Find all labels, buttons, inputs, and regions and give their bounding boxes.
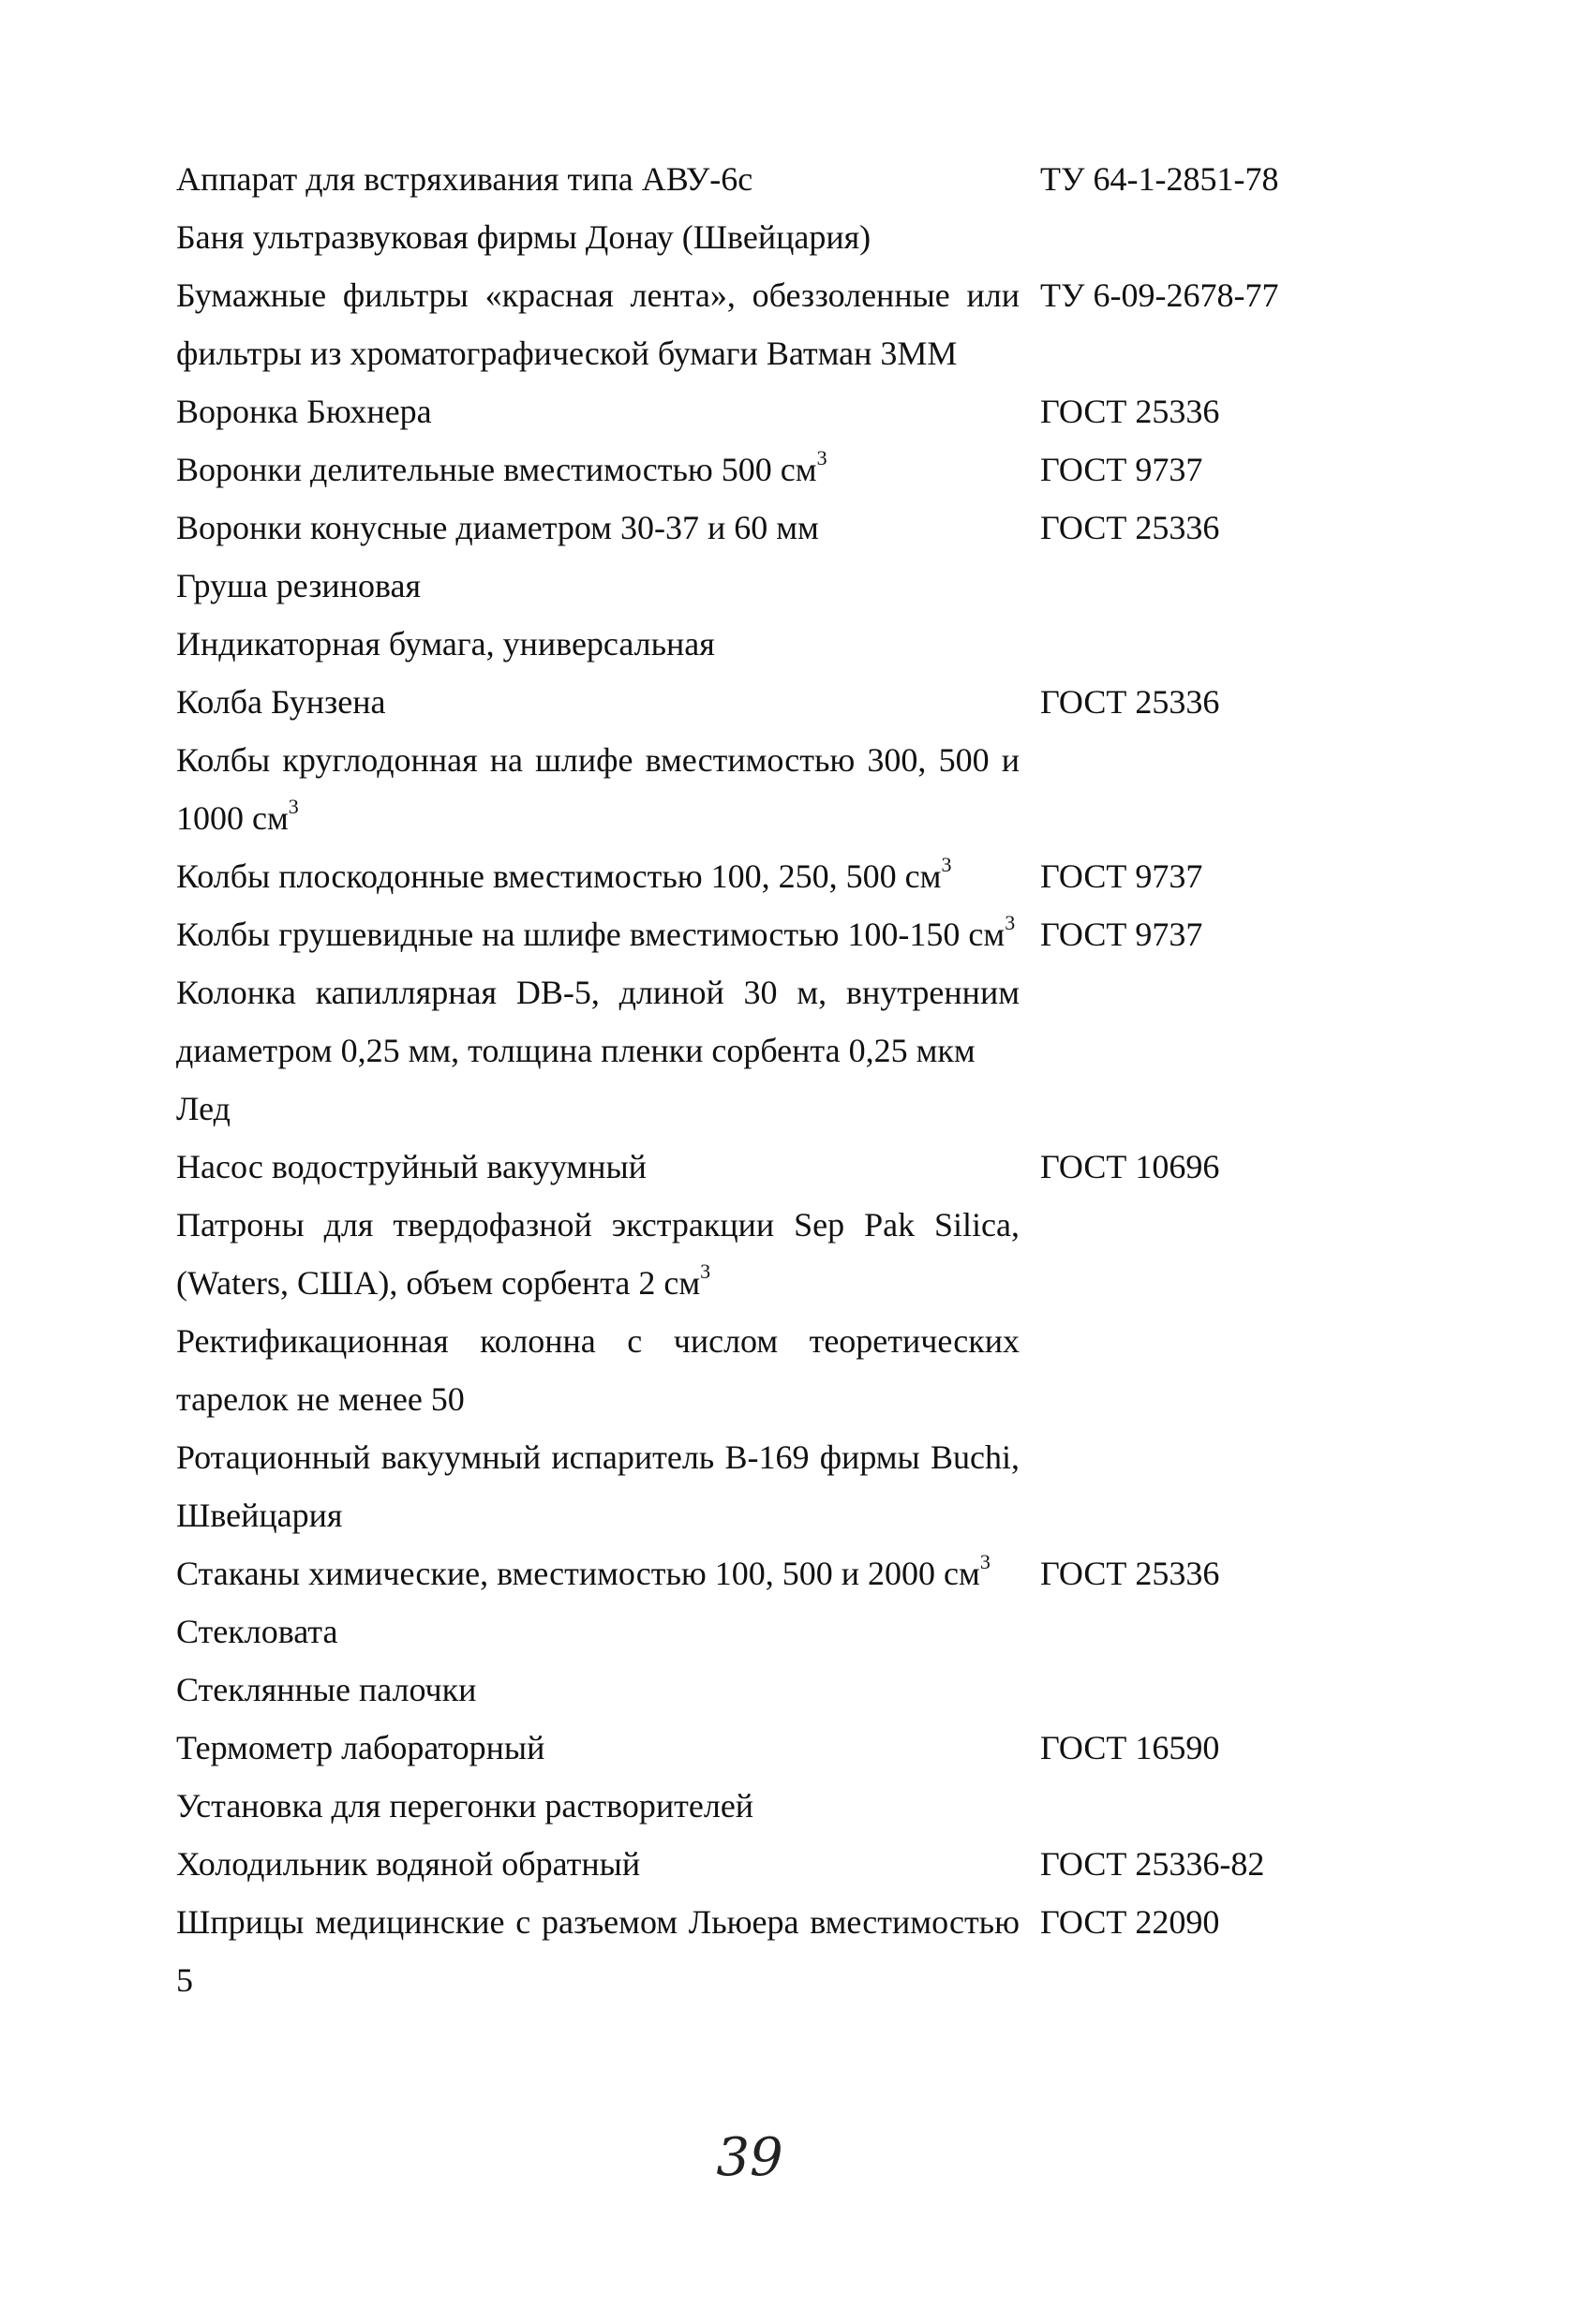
equipment-list — [176, 150, 1301, 2009]
item-name: Воронки конусные диаметром 30-37 и 60 мм — [176, 509, 819, 546]
item-name: Бумажные фильтры «красная лента», обеззоленные или фильтры из хроматографической бумаги Ватман 3ММ — [176, 276, 1020, 372]
item-name: Ректификационная колонна с числом теоретических тарелок не менее 50 — [176, 1322, 1020, 1418]
list-item — [176, 440, 1301, 499]
list-item — [176, 1719, 1301, 1777]
item-name: Колбы грушевидные на шлифе вместимостью 100-150 $см^3$ — [176, 911, 1016, 953]
item-name: Аппарат для встряхивания типа АВУ-6с — [176, 160, 753, 198]
item-name: Колбы круглодонная на шлифе вместимостью 300, 500 и 1000 $см^3$ — [176, 741, 1020, 837]
item-standard: ГОСТ 9737 — [1040, 916, 1203, 953]
item-name: Холодильник водяной обратный — [176, 1845, 641, 1883]
item-name: Насос водоструйный вакуумный — [176, 1148, 647, 1185]
item-name: Колонка капиллярная DB-5, длиной 30 м, внутренним диаметром 0,25 мм, толщина пленки сорбента 0,25 мкм — [176, 974, 1020, 1069]
item-name: Стаканы химические, вместимостью 100, 500 и 2000 $см^3$ — [176, 1550, 991, 1592]
list-item — [176, 905, 1301, 963]
list-item — [176, 557, 1301, 615]
list-item — [176, 615, 1301, 673]
list-item — [176, 1544, 1301, 1602]
list-item — [176, 1602, 1301, 1661]
item-standard: ГОСТ 16590 — [1040, 1729, 1220, 1766]
list-item — [176, 382, 1301, 440]
list-item — [176, 499, 1301, 557]
item-name: Колба Бунзена — [176, 683, 386, 721]
item-name: Воронки делительные вместимостью 500 $см^3$ — [176, 446, 827, 488]
item-name: Баня ультразвуковая фирмы Донау (Швейцария) — [176, 218, 871, 256]
list-item — [176, 963, 1301, 1080]
item-name: Груша резиновая — [176, 567, 421, 604]
item-name: Колбы плоскодонные вместимостью 100, 250, 500 $см^3$ — [176, 853, 952, 895]
list-item — [176, 266, 1301, 382]
item-name: Ротационный вакуумный испаритель В-169 фирмы Buchi, Швейцария — [176, 1438, 1020, 1534]
list-item — [176, 1080, 1301, 1138]
item-standard: ТУ 64-1-2851-78 — [1040, 160, 1279, 198]
item-standard: ГОСТ 25336-82 — [1040, 1845, 1265, 1883]
page-number: 39 — [716, 2127, 783, 2188]
list-item — [176, 673, 1301, 731]
item-standard: ГОСТ 25336 — [1040, 509, 1220, 546]
item-name: Шприцы медицинские с разъемом Льюера вместимостью 5 — [176, 1903, 1020, 1999]
item-standard: ГОСТ 25336 — [1040, 1555, 1220, 1592]
list-item — [176, 1428, 1301, 1544]
item-name: Воронка Бюхнера — [176, 393, 432, 430]
item-name: Лед — [176, 1090, 231, 1127]
item-name: Установка для перегонки растворителей — [176, 1787, 754, 1825]
item-standard: ТУ 6-09-2678-77 — [1040, 276, 1279, 314]
list-item — [176, 847, 1301, 905]
list-item — [176, 1138, 1301, 1196]
item-standard: ГОСТ 22090 — [1040, 1903, 1220, 1941]
item-name: Патроны для твердофазной экстракции Sep Pak Silica, (Waters, США), объем сорбента 2 $см^3$ — [176, 1206, 1020, 1302]
item-name: Стеклянные палочки — [176, 1671, 477, 1708]
item-standard: ГОСТ 10696 — [1040, 1148, 1220, 1185]
list-item — [176, 1893, 1301, 2009]
list-item — [176, 1777, 1301, 1835]
list-item — [176, 1312, 1301, 1428]
item-standard: ГОСТ 9737 — [1040, 857, 1203, 895]
list-item — [176, 150, 1301, 208]
list-item — [176, 1196, 1301, 1312]
item-name: Стекловата — [176, 1613, 338, 1650]
list-item — [176, 731, 1301, 847]
list-item — [176, 1835, 1301, 1893]
item-name: Индикаторная бумага, универсальная — [176, 625, 715, 663]
list-item — [176, 1661, 1301, 1719]
item-standard: ГОСТ 9737 — [1040, 451, 1203, 488]
list-item — [176, 208, 1301, 266]
item-standard: ГОСТ 25336 — [1040, 683, 1220, 721]
item-standard: ГОСТ 25336 — [1040, 393, 1220, 430]
item-name: Термометр лабораторный — [176, 1729, 545, 1766]
